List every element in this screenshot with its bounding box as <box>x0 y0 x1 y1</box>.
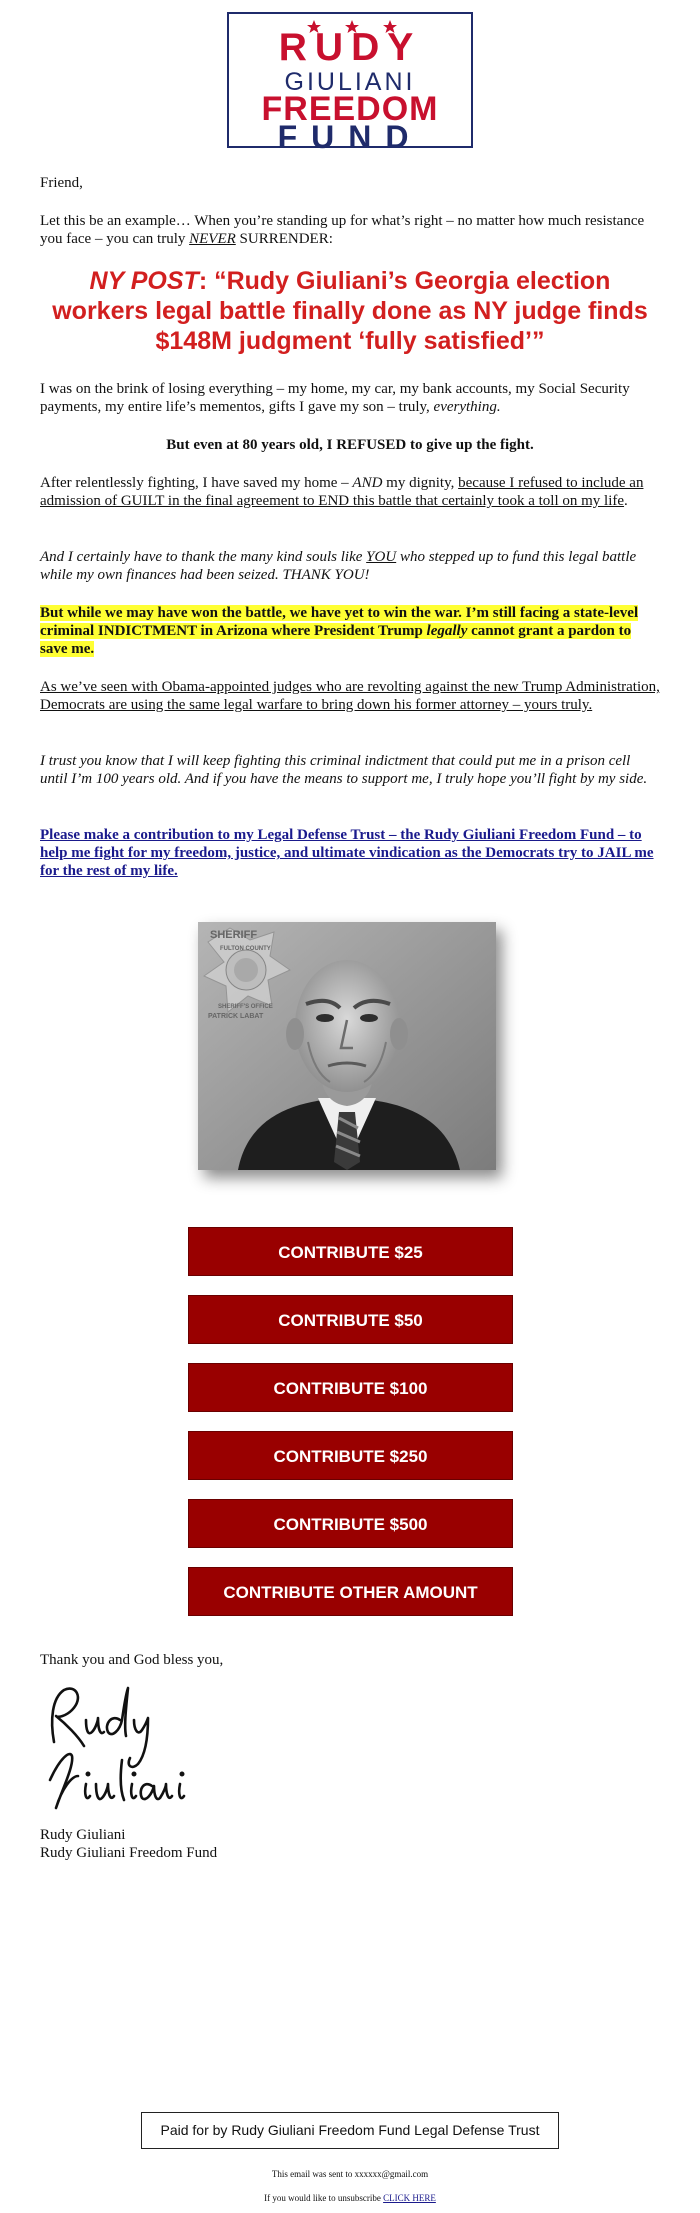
para5-legally: legally <box>426 623 468 639</box>
signer-name: Rudy Giuliani <box>40 1827 126 1843</box>
headline-text: : “Rudy Giuliani’s Georgia election workers legal battle finally done as NY judge finds $148M judgment ‘fully satisfied’” <box>52 267 648 355</box>
badge-text-2: FULTON COUNTY <box>220 946 271 952</box>
signer-org: Rudy Giuliani Freedom Fund <box>40 1845 218 1861</box>
para5-b: cannot grant a pardon to save me. <box>40 623 632 657</box>
headline-source: NY POST <box>89 267 199 295</box>
mugshot-photo <box>198 922 496 1170</box>
badge-text-4: PATRICK LABAT <box>208 1013 264 1020</box>
contribute-25-button[interactable]: CONTRIBUTE $25 <box>188 1227 513 1276</box>
paragraph-7: I trust you know that I will keep fighting this criminal indictment that could put me in a prison cell until I’m 100 years old. And if you have the means to support me, I truly hope you’ll fight by my side. <box>40 753 648 787</box>
contribute-250-button[interactable]: CONTRIBUTE $250 <box>188 1431 513 1480</box>
paragraph-6: As we’ve seen with Obama-appointed judges who are revolting against the new Trump Administration, Democrats are using the same legal warfare to bring down his former attorney – yours truly. <box>40 679 660 713</box>
contribute-link[interactable]: Please make a contribution to my Legal Defense Trust – the Rudy Giuliani Freedom Fund – to help me fight for my freedom, justice, and ultimate vindication as the Democrats try to JAIL me for the rest of my life. <box>40 827 654 879</box>
para5-highlight <box>40 605 638 657</box>
paragraph-5 <box>40 604 660 658</box>
paid-for-disclaimer: Paid for by Rudy Giuliani Freedom Fund Legal Defense Trust <box>141 2112 559 2149</box>
intro-paragraph <box>40 212 660 248</box>
signature-text: Rudy Giuliani <box>42 1680 48 1681</box>
logo-freedom: FREEDOM <box>261 90 439 128</box>
sent-to-notice: This email was sent to xxxxxx@gmail.com <box>271 2169 429 2179</box>
para1-em: everything. <box>433 399 501 415</box>
para4-a: And I certainly have to thank the many kind souls like <box>40 549 367 565</box>
intro-end: SURRENDER: <box>235 231 333 247</box>
para3-b: my dignity, <box>382 475 459 491</box>
unsubscribe-line <box>0 2193 700 2204</box>
closing: Thank you and God bless you, <box>40 1652 224 1668</box>
paragraph-3 <box>40 474 660 510</box>
greeting: Friend, <box>40 175 83 191</box>
logo <box>227 12 473 155</box>
logo-giuliani: GIULIANI <box>284 68 416 96</box>
para4-you: YOU <box>366 549 397 565</box>
unsubscribe-text: If you would like to unsubscribe <box>264 2193 384 2203</box>
headline <box>40 266 660 356</box>
unsubscribe-link[interactable]: CLICK HERE <box>383 2193 436 2203</box>
contribute-500-button[interactable]: CONTRIBUTE $500 <box>188 1499 513 1548</box>
para3-underlined: because I refused to include an admission of GUILT in the final agreement to END this battle that certainly took a toll on my life <box>40 475 644 509</box>
paragraph-1 <box>40 380 660 416</box>
badge-text-1: SHERIFF <box>210 929 258 941</box>
para3-and: AND <box>352 475 383 491</box>
para3-end: . <box>624 493 628 509</box>
logo-rudy: RUDY <box>278 26 422 69</box>
paragraph-8 <box>40 826 660 880</box>
badge-text-3: SHERIFF'S OFFICE <box>218 1004 273 1010</box>
contribute-other-button[interactable]: CONTRIBUTE OTHER AMOUNT <box>188 1567 513 1616</box>
intro-text: Let this be an example… When you’re standing up for what’s right – no matter how much resistance you face – you can truly <box>40 213 645 247</box>
para3-a: After relentlessly fighting, I have saved my home – <box>40 475 353 491</box>
intro-never: NEVER <box>189 231 236 247</box>
logo-fund: FUND <box>277 119 423 155</box>
contribute-100-button[interactable]: CONTRIBUTE $100 <box>188 1363 513 1412</box>
signature <box>42 1680 192 1815</box>
para1-text: I was on the brink of losing everything – my home, my car, my bank accounts, my Social Security payments, my entire life’s mementos, gifts I gave my son – truly, <box>40 381 630 415</box>
contribute-50-button[interactable]: CONTRIBUTE $50 <box>188 1295 513 1344</box>
mugshot-illustration <box>198 922 496 1170</box>
paragraph-4 <box>40 548 660 584</box>
para4-b: who stepped up to fund this legal battle while my own finances had been seized. THANK YOU! <box>40 549 637 583</box>
para5-a: But while we may have won the battle, we have yet to win the war. I’m still facing a state-level criminal INDICTMENT in Arizona where President Trump <box>40 605 639 639</box>
paragraph-2: But even at 80 years old, I REFUSED to give up the fight. <box>166 437 534 453</box>
